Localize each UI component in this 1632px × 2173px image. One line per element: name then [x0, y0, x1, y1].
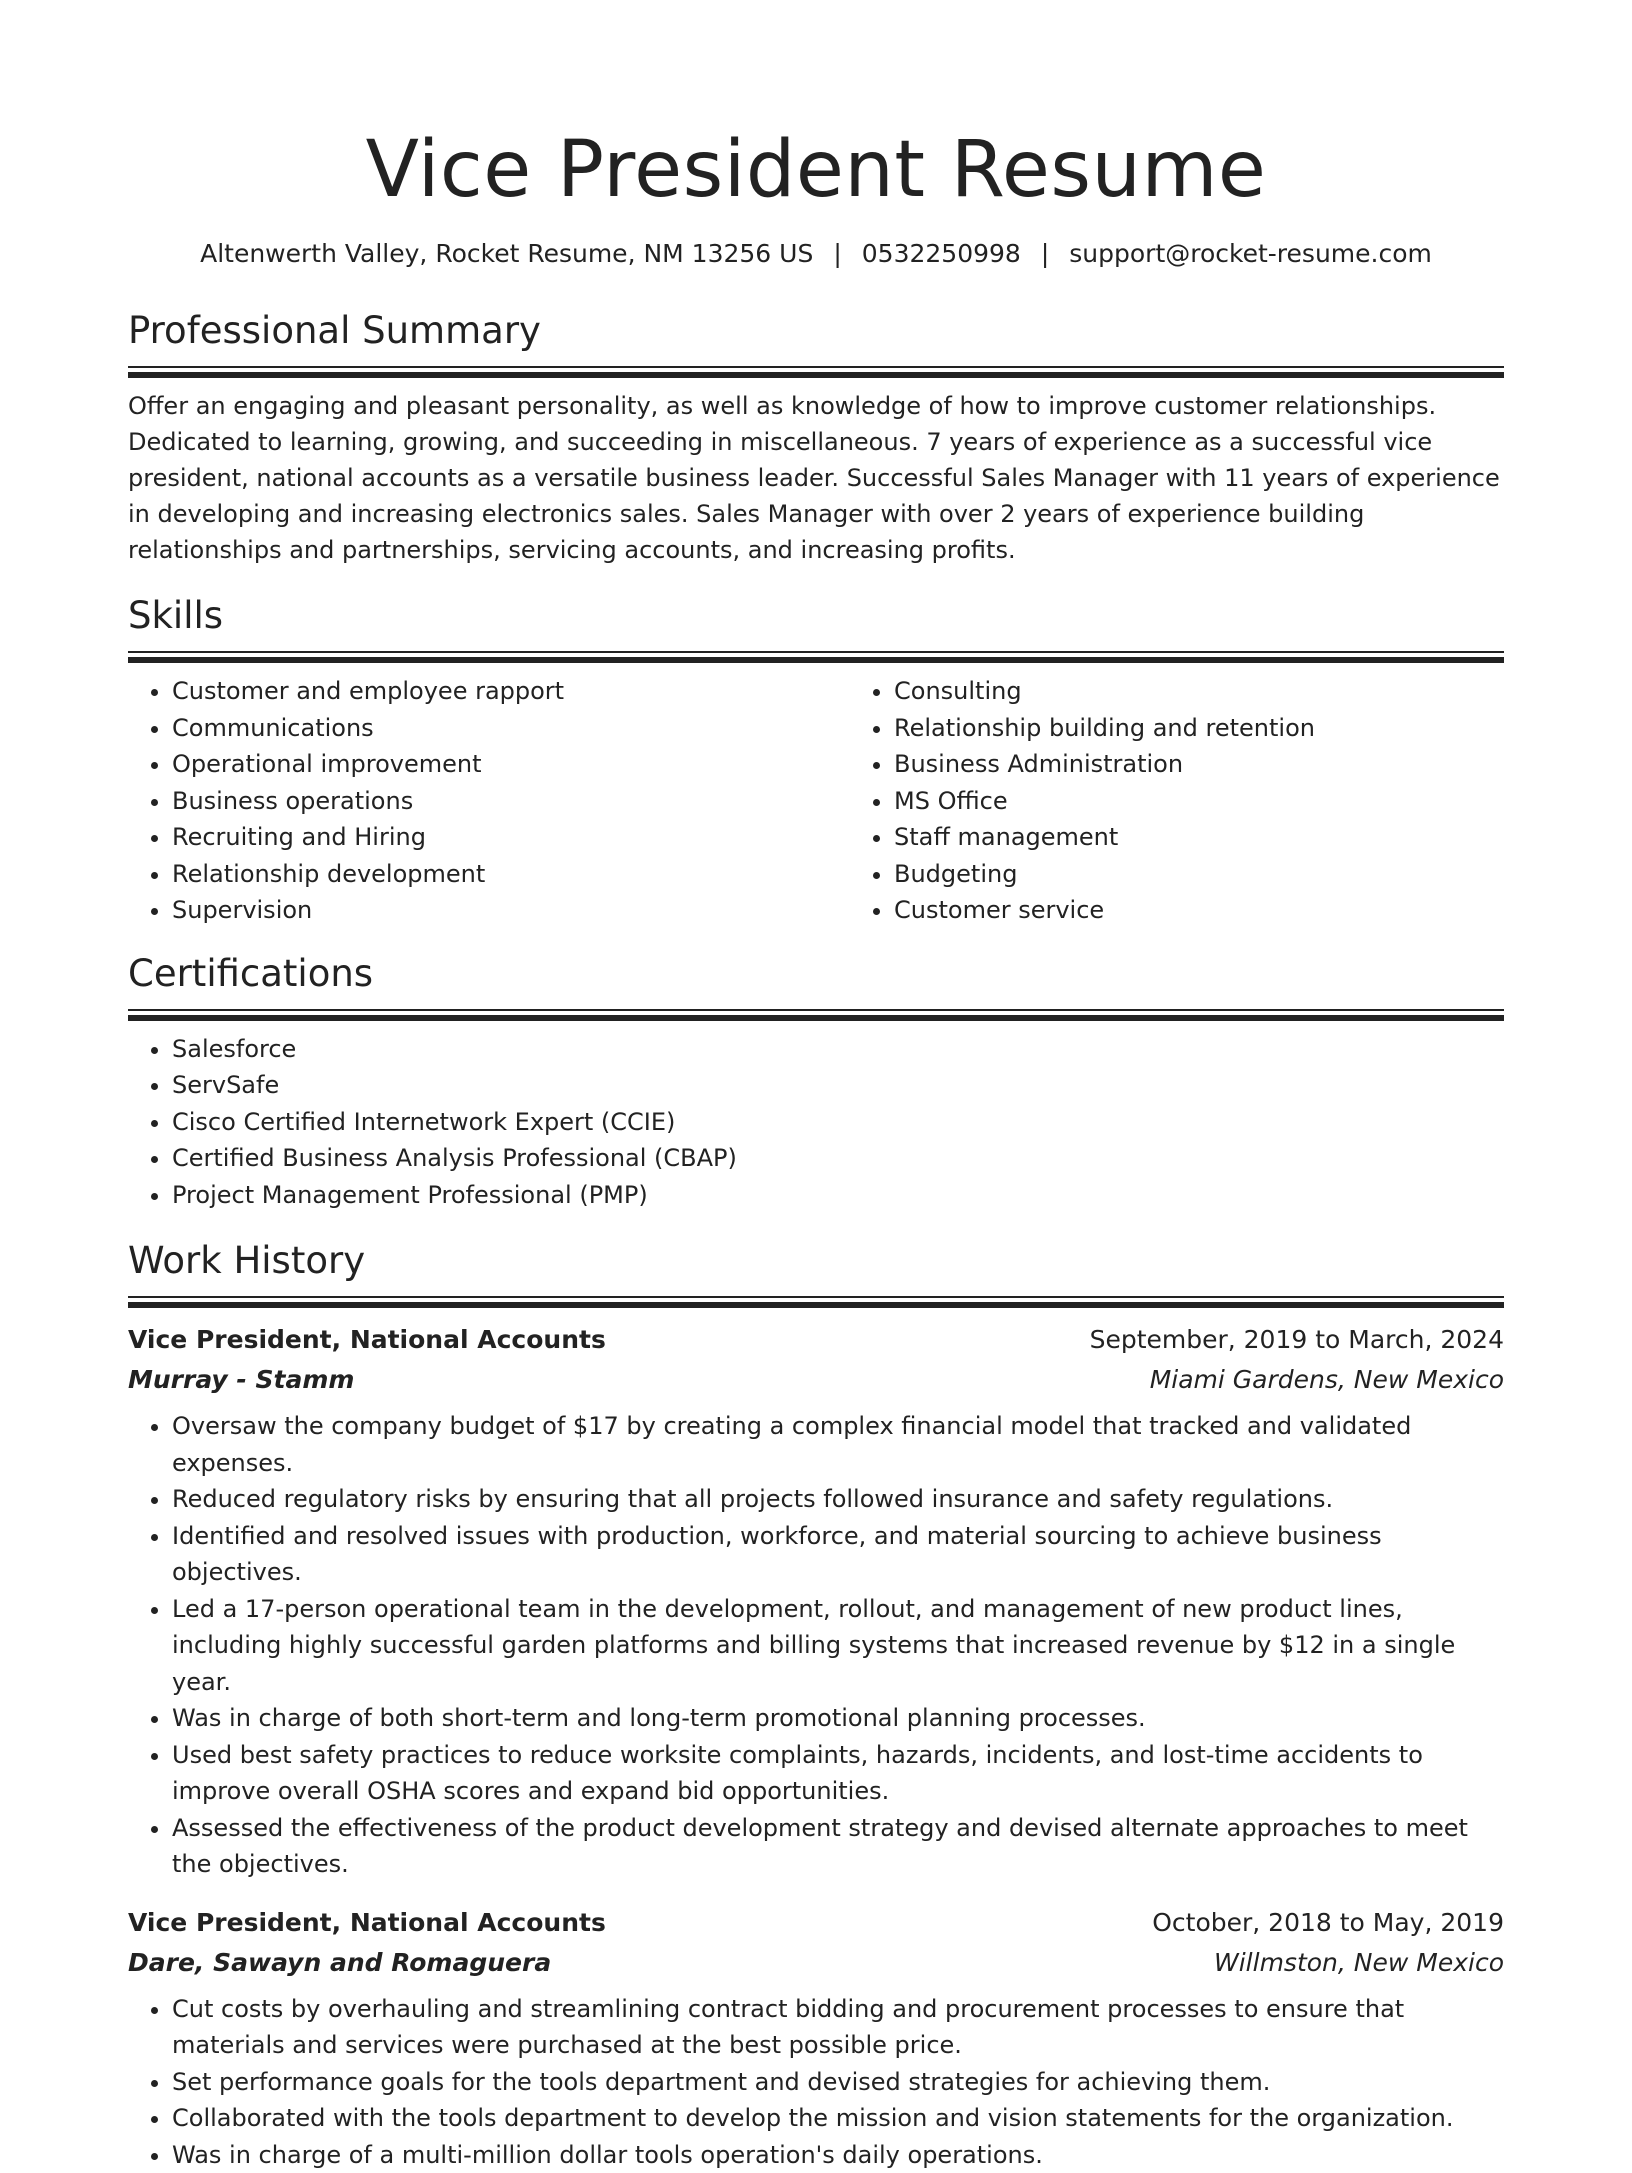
contact-email[interactable]: support@rocket-resume.com: [1069, 239, 1432, 268]
skills-heading: Skills: [128, 593, 1504, 639]
job-bullet: • Collaborated with the tools department to develop the mission and vision statements for the organization.: [172, 2100, 1504, 2137]
job-header-row: [128, 1320, 1504, 1360]
contact-separator: |: [833, 236, 841, 272]
job-header-row: [128, 1903, 1504, 1943]
skills-list-left: [128, 673, 850, 929]
skill-item: • Business Administration: [894, 746, 1572, 783]
work-entries: [128, 1320, 1504, 2173]
job-title: Vice President, National Accounts: [128, 1903, 606, 1943]
skills-list-right: [850, 673, 1572, 929]
certification-item: • ServSafe: [172, 1067, 1504, 1104]
certification-item: • Certified Business Analysis Professional (CBAP): [172, 1140, 1504, 1177]
certification-item: • Project Management Professional (PMP): [172, 1177, 1504, 1214]
job-company: Murray - Stamm: [128, 1360, 354, 1400]
job-bullet: • Reduced regulatory risks by ensuring that all projects followed insurance and safety regulations.: [172, 1481, 1504, 1518]
certifications-list: [128, 1031, 1504, 1214]
job-bullet: • Assessed the effectiveness of the product development strategy and devised alternate approaches to meet the objectives.: [172, 1810, 1504, 1883]
skill-item: • Operational improvement: [172, 746, 850, 783]
job-entry: [128, 1320, 1504, 1883]
job-bullet: • Oversaw the company budget of $17 by creating a complex financial model that tracked and validated expenses.: [172, 1408, 1504, 1481]
job-dates: October, 2018 to May, 2019: [1152, 1903, 1504, 1943]
job-company-row: [128, 1360, 1504, 1400]
certifications-heading: Certifications: [128, 951, 1504, 997]
certification-item: • Cisco Certified Internetwork Expert (CCIE): [172, 1104, 1504, 1141]
job-dates: September, 2019 to March, 2024: [1090, 1320, 1504, 1360]
skill-item: • Customer service: [894, 892, 1572, 929]
section-divider: [128, 366, 1504, 378]
work-section: [128, 1238, 1504, 2173]
section-divider: [128, 1009, 1504, 1021]
certifications-section: [128, 951, 1504, 1214]
job-bullet: • Set performance goals for the tools department and devised strategies for achieving them.: [172, 2064, 1504, 2101]
contact-phone: 0532250998: [862, 239, 1021, 268]
job-entry: [128, 1903, 1504, 2173]
summary-text: Offer an engaging and pleasant personality, as well as knowledge of how to improve customer relationships. Dedicated to learning, growing, and succeeding in miscellaneous. 7 years of experience as a successful vice president, national accounts as a versatile business leader. Successful Sales Manager with 11 years of experience in developing and increasing electronics sales. Sales Manager with over 2 years of experience building relationships and partnerships, servicing accounts, and increasing profits.: [128, 388, 1504, 568]
job-bullet: • Used best safety practices to reduce worksite complaints, hazards, incidents, and lost-time accidents to improve overall OSHA scores and expand bid opportunities.: [172, 1737, 1504, 1810]
skill-item: • Recruiting and Hiring: [172, 819, 850, 856]
job-company-row: [128, 1943, 1504, 1983]
skill-item: • MS Office: [894, 783, 1572, 820]
summary-section: [128, 308, 1504, 568]
certification-item: • Salesforce: [172, 1031, 1504, 1068]
job-bullets: [128, 1408, 1504, 1883]
work-heading: Work History: [128, 1238, 1504, 1284]
job-bullet: • Was in charge of both short-term and long-term promotional planning processes.: [172, 1700, 1504, 1737]
job-bullet: • Cut costs by overhauling and streamlining contract bidding and procurement processes to ensure that materials and services were purchased at the best possible price.: [172, 1991, 1504, 2064]
job-location: Miami Gardens, New Mexico: [1150, 1360, 1504, 1400]
job-bullet: • Was in charge of a multi-million dollar tools operation's daily operations.: [172, 2137, 1504, 2173]
section-divider: [128, 651, 1504, 663]
skills-section: [128, 593, 1504, 929]
summary-heading: Professional Summary: [128, 308, 1504, 354]
resume-page: [128, 0, 1504, 2173]
contact-line: [128, 236, 1504, 272]
job-bullets: [128, 1991, 1504, 2173]
job-title: Vice President, National Accounts: [128, 1320, 606, 1360]
skill-item: • Supervision: [172, 892, 850, 929]
resume-title: Vice President Resume: [128, 122, 1504, 218]
section-divider: [128, 1296, 1504, 1308]
skill-item: • Budgeting: [894, 856, 1572, 893]
skill-item: • Staff management: [894, 819, 1572, 856]
skill-item: • Business operations: [172, 783, 850, 820]
skill-item: • Customer and employee rapport: [172, 673, 850, 710]
skill-item: • Consulting: [894, 673, 1572, 710]
job-bullet: • Led a 17-person operational team in the development, rollout, and management of new product lines, including highly successful garden platforms and billing systems that increased revenue by $12 in a single year.: [172, 1591, 1504, 1701]
contact-separator: |: [1041, 236, 1049, 272]
job-bullet: • Identified and resolved issues with production, workforce, and material sourcing to achieve business objectives.: [172, 1518, 1504, 1591]
skill-item: • Communications: [172, 710, 850, 747]
job-location: Willmston, New Mexico: [1214, 1943, 1504, 1983]
skill-item: • Relationship building and retention: [894, 710, 1572, 747]
job-company: Dare, Sawayn and Romaguera: [128, 1943, 551, 1983]
skill-item: • Relationship development: [172, 856, 850, 893]
contact-address: Altenwerth Valley, Rocket Resume, NM 13256 US: [200, 239, 813, 268]
skills-columns: [128, 663, 1504, 929]
